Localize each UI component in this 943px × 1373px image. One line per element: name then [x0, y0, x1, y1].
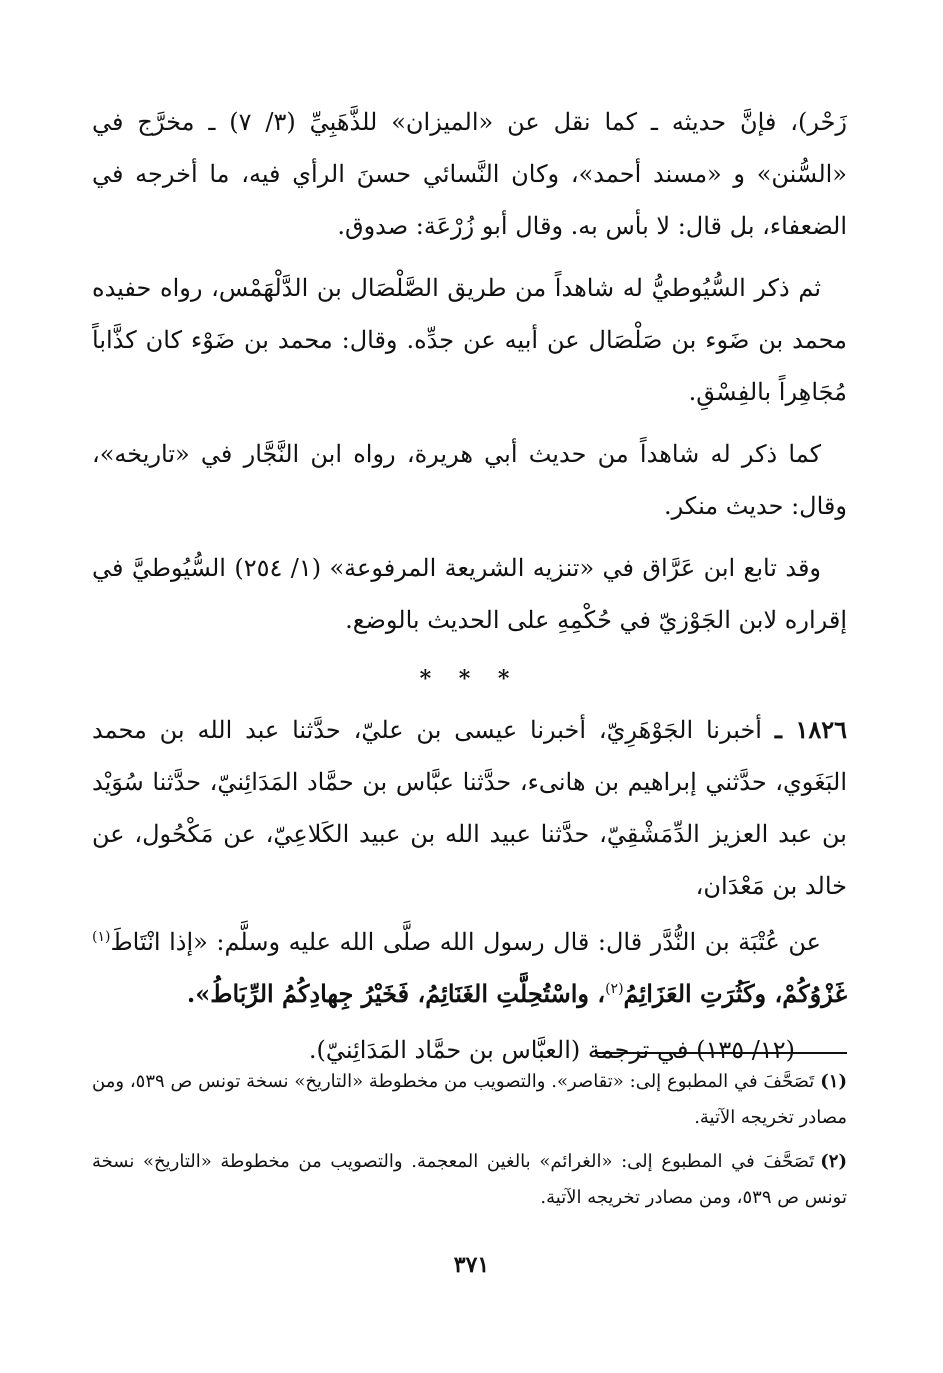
main-text — [92, 96, 847, 1076]
footnote-marker-2: (٢) — [605, 981, 624, 997]
paragraph-4: وقد تابع ابن عَرَّاق في «تنزيه الشريعة المرفوعة» (١/ ٢٥٤) السُّيُوطيَّ في إقراره لابن الجَوْزيّ في حُكْمِهِ على الحديث بالوضع. — [92, 554, 847, 634]
footnote-1 — [92, 1064, 847, 1136]
footnote-number: (١) — [820, 1071, 847, 1092]
hadith-number: ١٨٢٦ ـ — [774, 715, 847, 744]
section-separator: * * * — [419, 666, 520, 692]
footnote-2 — [92, 1144, 847, 1216]
paragraph-3: كما ذكر له شاهداً من حديث أبي هريرة، رواه ابن النَّجَّار في «تاريخه»، وقال: حديث منكر. — [92, 440, 847, 520]
isnad-text: أخبرنا الجَوْهَرِيّ، أخبرنا عيسى بن عليّ، حدَّثنا عبد الله بن محمد البَغَوي، حدَّثني إبراهيم بن هانىء، حدَّثنا عبَّاس بن حمَّاد المَدَائِنيّ، حدَّثنا سُوَيْد بن عبد العزيز الدِّمَشْقِيّ، حدَّثنا عبيد الله بن عبيد الكَلاعِيّ، عن مَكْحُول، عن خالد بن مَعْدَان، — [92, 716, 847, 900]
hadith-matn — [92, 916, 847, 1020]
matn-text-b: ، واسْتُحِلَّتِ الغَنَائِمُ، فَخَيْرُ جِهادِكُمُ الرِّبَاطُ». — [186, 979, 606, 1008]
footnote-text: تَصَحَّفَ في المطبوع إلى: «الغرائم» بالغين المعجمة. والتصويب من مخطوطة «التاريخ» نسخة تونس ص ٥٣٩، ومن مصادر تخريجه الآتية. — [92, 1151, 847, 1208]
hadith-isnad — [92, 704, 847, 912]
footnotes — [92, 1064, 847, 1224]
paragraph-2: ثم ذكر السُّيُوطيُّ له شاهداً من طريق الصَّلْصَال بن الدَّلْهَمْس، رواه حفيده محمد بن ضَوء بن صَلْصَال عن أبيه عن جدِّه. وقال: محمد بن ضَوْء كان كذَّاباً مُجَاهِراً بالفِسْقِ. — [92, 274, 847, 406]
footnote-text: تَصَحَّفَ في المطبوع إلى: «تقاصر». والتصويب من مخطوطة «التاريخ» نسخة تونس ص ٥٣٩، ومن مصادر تخريجه الآتية. — [92, 1071, 847, 1128]
page-number: ٣٧١ — [453, 1252, 490, 1278]
matn-text-a: غَزْوُكُمْ، وكَثُرَتِ العَزَائِمُ — [623, 979, 847, 1008]
matn-intro: عن عُتْبَة بن النُّدَّر قال: قال رسول الله صلَّى الله عليه وسلَّم: «إذا انْتَاطَ — [110, 928, 821, 956]
paragraph-1: زَحْر)، فإنَّ حديثه ـ كما نقل عن «الميزان» للذَّهَبِيِّ (٣/ ٧) ـ مخرَّج في «السُّنن» و «مسند أحمد»، وكان النَّسائي حسنَ الرأي فيه، ما أخرجه في الضعفاء، بل قال: لا بأس به. وقال أبو زُرْعَة: صدوق. — [92, 108, 848, 240]
footnote-number: (٢) — [820, 1151, 847, 1172]
hadith-reference: (١٢/ ١٣٥) في ترجمة (العبَّاس بن حمَّاد المَدَائِنيّ). — [308, 1036, 795, 1064]
footnote-divider — [595, 1052, 847, 1054]
footnote-marker-1: (١) — [92, 929, 111, 945]
